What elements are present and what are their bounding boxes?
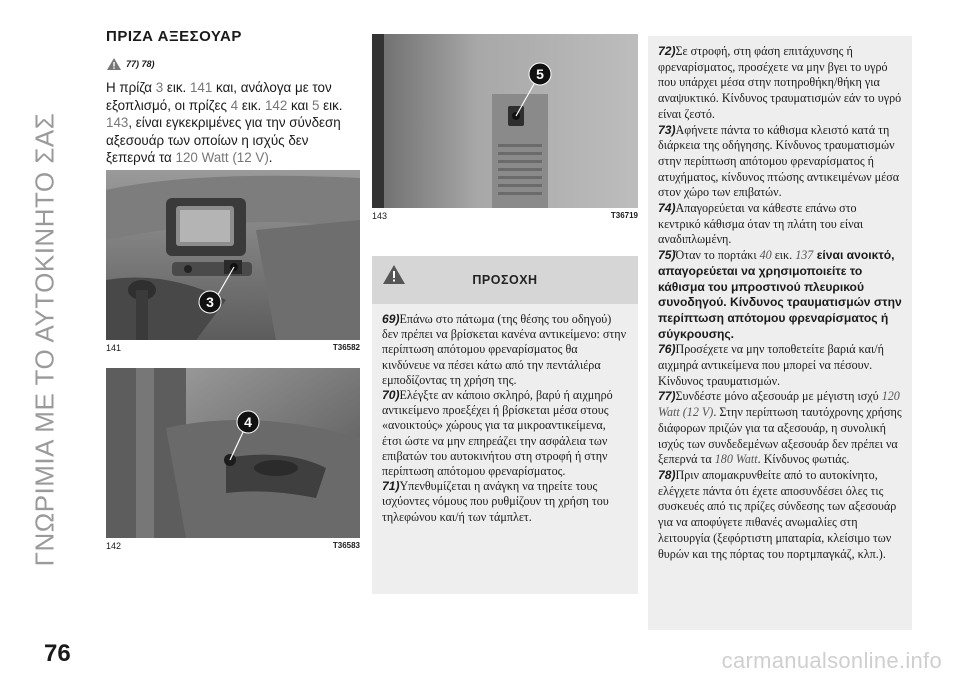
note-text: Πριν απομακρυνθείτε από το αυτοκίνητο, ελέγχετε πάντα ότι έχετε αποσυνδέσει όλες τις συσκευές από τις πρίζες σύνδεσης των αξεσουάρ για να αποφύγετε πιθανές ανωμαλίες στη λειτουργία (ξεφόρτιστη μπαταρία, κλείσιμο των θυρών και της πόρτας του πορτμπαγκάζ, κλπ.). (658, 467, 897, 561)
note-bold-text: είναι ανοικτό, απαγορεύεται να χρησιμοποιείτε το κάθισμα του μπροστινού πλευρικού συνοδηγού. Κίνδυνος τραυματισμών στην περίπτωση απότομου φρεναρίσματος ή σύγκρουσης. (658, 248, 902, 341)
intro-ref: 3 (155, 80, 164, 95)
note-ref: 120 Watt (12 V) (658, 389, 900, 420)
figure-number: 142 (106, 541, 122, 551)
note-73 (658, 123, 902, 202)
intro-ref: 142 (264, 97, 288, 113)
caution-item-text: Επάνω στο πάτωμα (της θέσης του οδηγού) δεν πρέπει να βρίσκεται κανένα αντικείμενο: στην περίπτωση απότομου φρεναρίσματος θα κινδύνευε να πέσει κάτω από την πεντάλιέρα εμποδίζοντας τη χρήση της. (382, 312, 627, 387)
note-text: εικ. (771, 248, 796, 263)
intro-ref: 143 (106, 115, 129, 131)
intro-text: και (287, 97, 312, 113)
intro-text: . (268, 150, 273, 166)
figure-142-callout: 4 (244, 414, 252, 430)
figure-number: 141 (106, 343, 122, 353)
note-number: 75) (658, 248, 676, 263)
intro-ref: 4 (230, 97, 239, 113)
side-chapter-title-text: ΓΝΩΡΙΜΙΑ ΜΕ ΤΟ ΑΥΤΟΚΙΝΗΤΟ ΣΑΣ (29, 112, 60, 566)
notes-box (648, 36, 912, 630)
intro-ref: 141 (189, 80, 213, 95)
caution-item-number: 71) (382, 479, 400, 494)
note-ref: 137 (795, 248, 814, 263)
note-75 (658, 248, 902, 342)
note-76 (658, 342, 902, 389)
caution-header (372, 256, 638, 304)
intro-ref: 5 (311, 97, 320, 113)
figure-number: 143 (372, 211, 388, 221)
figure-142-caption (106, 541, 360, 551)
warning-triangle-icon (106, 57, 122, 71)
note-text: Σε στροφή, στη φάση επιτάχυνσης ή φρεναρίσματος, προσέχετε να μην βγει το υγρό που υπάρχει μέσα στην ποτηροθήκη/θήκη για αναψυκτικό. Κίνδυνος τραυματισμών εάν το υγρό είναι ζεστό. (658, 44, 902, 121)
note-77 (658, 389, 902, 468)
warning-triangle-icon (382, 264, 406, 285)
intro-text: εικ. (238, 97, 265, 113)
intro-text: , είναι εγκεκριμένες για την σύνδεση αξεσουάρ των οποίων η ισχύς δεν ξεπερνά τα (106, 115, 341, 166)
figure-142-photo (106, 368, 360, 538)
section-title: ΠΡΙΖΑ ΑΞΕΣΟΥΑΡ (106, 28, 242, 45)
note-text: Συνδέστε μόνο αξεσουάρ με μέγιστη ισχύ (675, 389, 882, 404)
note-number: 77) (658, 389, 676, 404)
caution-item-text: Ελέγξτε αν κάποιο σκληρό, βαρύ ή αιχμηρό αντικείμενο προεξέχει ή βρίσκεται μέσα στους «ανοικτούς» χώρους για τα μικροαντικείμενα, έτσι ώστε να μην επηρεάζει την ασφάλεια των επιβατών του αυτοκινήτου στη στροφή ή στην περίπτωση απότομου φρεναρίσματος. (382, 388, 613, 479)
side-chapter-title (0, 0, 90, 678)
intro-text: Η πρίζα (106, 80, 156, 95)
note-text: . Κίνδυνος φωτιάς. (757, 452, 850, 467)
note-ref: 40 (759, 248, 772, 263)
figure-142 (106, 368, 360, 551)
caution-item-number: 70) (382, 388, 400, 403)
note-number: 76) (658, 342, 676, 357)
figure-143-caption (372, 211, 638, 221)
figure-141-callout: 3 (206, 294, 214, 310)
warning-refs: 77) 78) (126, 59, 155, 69)
figure-143 (372, 34, 638, 221)
intro-text: εικ. (163, 80, 190, 95)
note-78 (658, 468, 902, 562)
caution-item (382, 388, 628, 479)
caution-title: ΠΡΟΣΟΧΗ (472, 273, 538, 287)
caution-item (382, 312, 628, 388)
note-number: 73) (658, 122, 676, 137)
note-number: 74) (658, 201, 676, 216)
page-number: 76 (44, 640, 71, 667)
figure-141-photo (106, 170, 360, 340)
section-accessory-socket (106, 28, 360, 167)
caution-item-number: 69) (382, 312, 400, 326)
caution-item-text: Υπενθυμίζεται η ανάγκη να τηρείτε τους ισχύοντες νόμους που ρυθμίζουν τη χρήση του τηλεφώνου και/ή των τάμπλετ. (382, 479, 609, 524)
figure-code: T36719 (610, 211, 638, 220)
site-watermark: carmanualsonline.info (721, 648, 942, 673)
figure-143-photo (372, 34, 638, 208)
note-text: Όταν το πορτάκι (675, 248, 760, 263)
note-text: Απαγορεύεται να κάθεστε επάνω στο κεντρικό κάθισμα όταν τη πλάτη του είναι αναδιπλωμένη. (658, 201, 864, 247)
figure-code: T36582 (332, 343, 360, 352)
note-text: . Στην περίπτωση ταυτόχρονης χρήσης διάφορων πριζών για τα αξεσουάρ, η συνολική ισχύς των συνδεδεμένων αξεσουάρ δεν πρέπει να ξεπερνά τα (658, 405, 902, 467)
figure-143-callout: 5 (536, 66, 544, 82)
intro-text: εικ. (319, 97, 343, 113)
warning-reference (106, 57, 360, 71)
note-ref: 180 Watt (714, 452, 758, 467)
note-number: 78) (658, 467, 676, 482)
note-text: Αφήνετε πάντα το κάθισμα κλειστό κατά τη διάρκεια της οδήγησης. Κίνδυνος τραυματισμών στην περίπτωση απότομου φρεναρίσματος ή ατυχήματος, κίνδυνος πτώσης αντικειμένων μέσα στον χώρο των επιβατών. (658, 122, 900, 200)
caution-box (372, 304, 638, 594)
caution-item (382, 479, 628, 525)
intro-ref: 120 Watt (12 V) (175, 150, 269, 166)
intro-text: και, ανάλογα με τον εξοπλισμό, οι πρίζες (106, 80, 332, 113)
note-text: Προσέχετε να μην τοποθετείτε βαριά και/ή αιχμηρά αντικείμενα που μπορεί να πέσουν. Κίνδυνος τραυματισμών. (658, 342, 884, 388)
figure-141 (106, 170, 360, 353)
note-number: 72) (658, 44, 676, 58)
intro-paragraph (106, 79, 360, 167)
figure-code: T36583 (332, 541, 360, 550)
note-74 (658, 201, 902, 248)
note-72 (658, 44, 902, 123)
figure-141-caption (106, 343, 360, 353)
